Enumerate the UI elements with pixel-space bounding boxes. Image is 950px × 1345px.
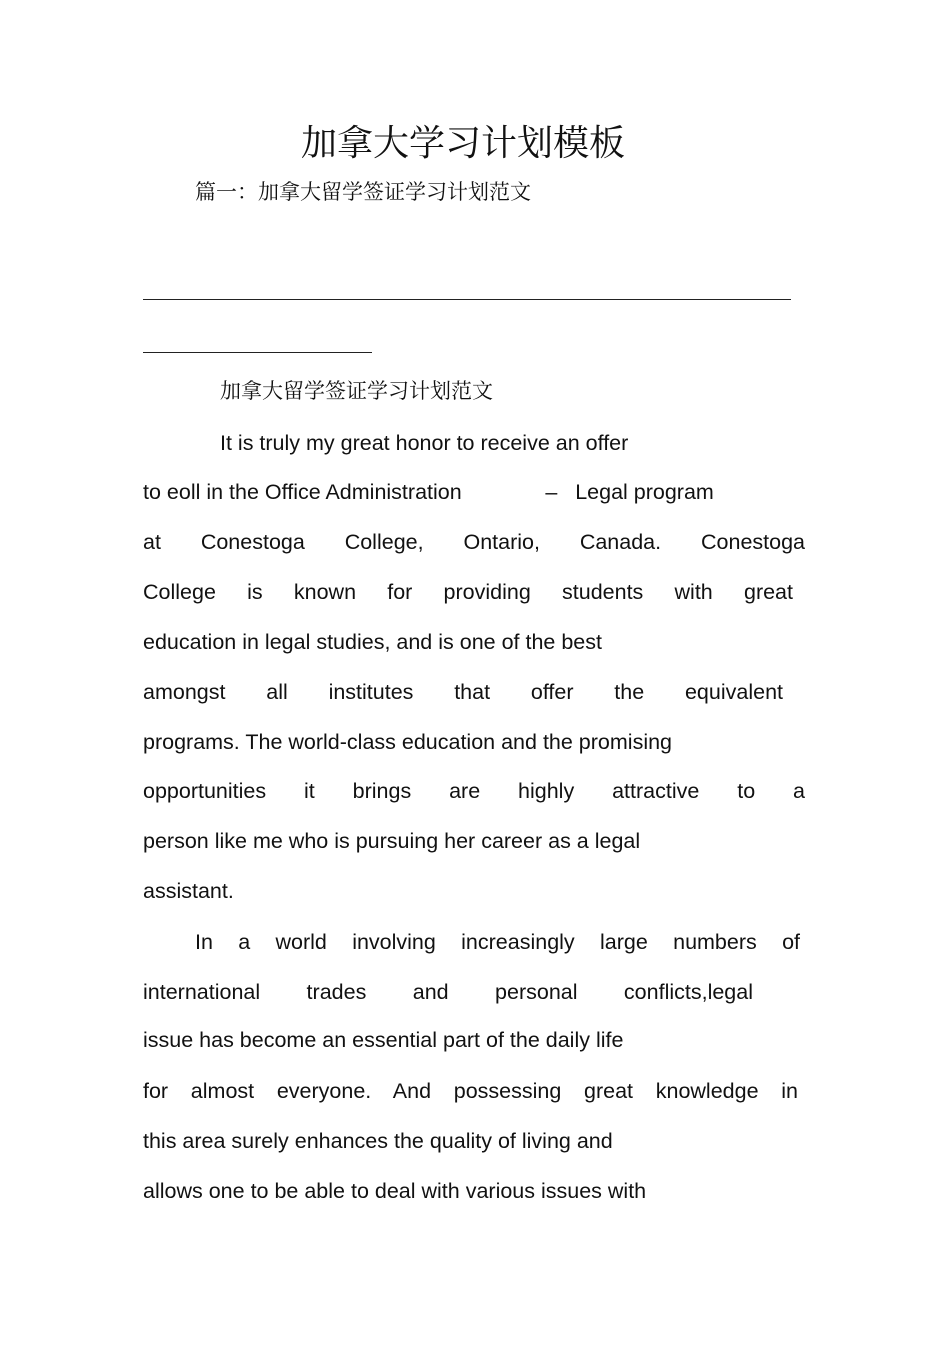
body-line: programs. The world-class education and the promising [143, 730, 673, 754]
body-line-text: to eoll in the Office Administration – Legal program [143, 480, 714, 504]
horizontal-rule [143, 352, 372, 353]
body-line: issue has become an essential part of the daily life [143, 1028, 624, 1052]
body-line: international trades and personal conflicts,legal [143, 980, 753, 1004]
body-line: amongst all institutes that offer the equivalent [143, 680, 783, 704]
body-line: this area surely enhances the quality of living and [143, 1129, 613, 1153]
body-line: person like me who is pursuing her career as a legal [143, 829, 641, 853]
body-line: It is truly my great honor to receive an offer [220, 431, 629, 455]
body-line: allows one to be able to deal with various issues with [143, 1179, 647, 1203]
document-title: 加拿大学习计划模板 [300, 123, 625, 164]
body-line: assistant. [143, 879, 234, 903]
document-subtitle: 篇一：加拿大留学签证学习计划范文 [195, 180, 531, 204]
horizontal-rule [143, 299, 791, 300]
body-line: In a world involving increasingly large numbers of [195, 930, 800, 954]
body-line: College is known for providing students with great [143, 580, 793, 604]
body-line: for almost everyone. And possessing great knowledge in [143, 1079, 798, 1103]
body-line: education in legal studies, and is one of the best [143, 630, 602, 654]
body-line: opportunities it brings are highly attractive to a [143, 779, 805, 803]
section-heading: 加拿大留学签证学习计划范文 [220, 379, 493, 403]
body-line: at Conestoga College, Ontario, Canada. Conestoga [143, 530, 805, 554]
body-line [143, 477, 785, 507]
